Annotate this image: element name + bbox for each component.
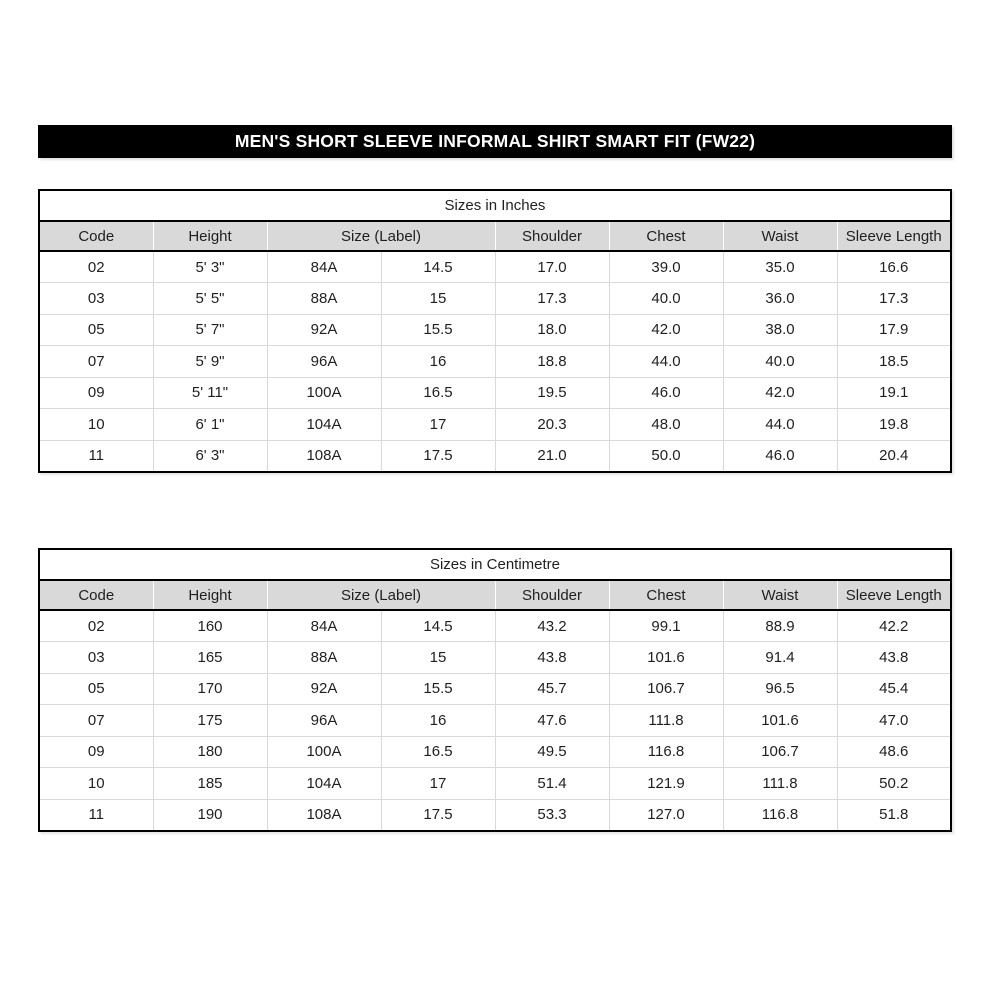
table-cell: 16	[381, 705, 495, 737]
table-cell: 19.5	[495, 377, 609, 409]
table-cell: 5' 7"	[153, 314, 267, 346]
table-cell: 18.8	[495, 346, 609, 378]
table-cell: 185	[153, 768, 267, 800]
table-row	[39, 768, 951, 800]
table-cell: 40.0	[723, 346, 837, 378]
column-header-sleeve-length: Sleeve Length	[837, 580, 951, 610]
table-cell: 5' 3"	[153, 251, 267, 283]
table-cell: 15	[381, 283, 495, 315]
table-row	[39, 314, 951, 346]
table-cell: 44.0	[609, 346, 723, 378]
table-cell: 50.2	[837, 768, 951, 800]
table-cell: 104A	[267, 768, 381, 800]
table-cell: 18.5	[837, 346, 951, 378]
table-cell: 6' 3"	[153, 440, 267, 472]
table-cell: 99.1	[609, 610, 723, 642]
column-header-chest: Chest	[609, 221, 723, 251]
column-header-waist: Waist	[723, 580, 837, 610]
table-cell: 100A	[267, 377, 381, 409]
table-cell: 19.8	[837, 409, 951, 441]
table-cell: 17.5	[381, 799, 495, 831]
table-cell: 17.0	[495, 251, 609, 283]
table-cell: 96.5	[723, 673, 837, 705]
table-cell: 5' 5"	[153, 283, 267, 315]
table-cell: 53.3	[495, 799, 609, 831]
table-cell: 42.2	[837, 610, 951, 642]
table-cell: 02	[39, 251, 153, 283]
table-row	[39, 642, 951, 674]
table-cell: 20.4	[879, 447, 909, 464]
column-header-height: Height	[153, 580, 267, 610]
table-row	[39, 673, 951, 705]
column-header-shoulder: Shoulder	[495, 221, 609, 251]
table-cell: 46.0	[609, 377, 723, 409]
column-header-chest: Chest	[609, 580, 723, 610]
table-cell: 96A	[267, 346, 381, 378]
table-cell: 92A	[267, 673, 381, 705]
table-cell: 190	[153, 799, 267, 831]
chart-title-bar: MEN'S SHORT SLEEVE INFORMAL SHIRT SMART FIT (FW22)	[38, 125, 952, 158]
table-cell: 48.6	[837, 736, 951, 768]
table-title-row	[39, 549, 951, 580]
table-cell: 05	[39, 314, 153, 346]
table-cell: 11	[39, 440, 153, 472]
table-cell: 106.7	[609, 673, 723, 705]
table-cell: 116.8	[609, 736, 723, 768]
column-header-waist: Waist	[723, 221, 837, 251]
table-cell: 116.8	[723, 799, 837, 831]
table-cell: 165	[153, 642, 267, 674]
table-cell: 180	[153, 736, 267, 768]
table-cell: 47.0	[837, 705, 951, 737]
table-cell: 16.5	[381, 377, 495, 409]
table-cell: 07	[39, 705, 153, 737]
table-cell: 101.6	[723, 705, 837, 737]
column-header-row	[39, 580, 951, 610]
table-cell: 100A	[267, 736, 381, 768]
table-cell: 36.0	[723, 283, 837, 315]
table-cell: 92A	[267, 314, 381, 346]
table-cell: 15.5	[381, 673, 495, 705]
table-row	[39, 346, 951, 378]
table-cell: 43.8	[495, 642, 609, 674]
table-cell: 07	[39, 346, 153, 378]
table-cell: 96A	[267, 705, 381, 737]
table-cell: 111.8	[609, 705, 723, 737]
table-row	[39, 705, 951, 737]
table-title-inches: Sizes in Inches	[39, 190, 951, 221]
table-cell: 17	[381, 768, 495, 800]
table-cell: 15	[381, 642, 495, 674]
inches-table-body	[39, 251, 951, 472]
table-cell: 09	[39, 377, 153, 409]
table-cell: 17.3	[495, 283, 609, 315]
table-cell: 6' 1"	[153, 409, 267, 441]
table-row	[39, 377, 951, 409]
table-cell: 104A	[267, 409, 381, 441]
column-header-sleeve-length: Sleeve Length	[837, 221, 951, 251]
table-cell: 111.8	[723, 768, 837, 800]
table-row	[39, 409, 951, 441]
table-row	[39, 440, 951, 472]
table-row	[39, 283, 951, 315]
table-cell: 16.6	[837, 251, 951, 283]
column-header-code: Code	[39, 221, 153, 251]
table-cell: 84A	[267, 251, 381, 283]
table-cell: 43.8	[837, 642, 951, 674]
table-cell: 5' 9"	[153, 346, 267, 378]
table-cell: 48.0	[609, 409, 723, 441]
table-title-centimetre: Sizes in Centimetre	[39, 549, 951, 580]
table-row	[39, 736, 951, 768]
column-header-size-label: Size (Label)	[267, 580, 495, 610]
table-cell: 39.0	[609, 251, 723, 283]
table-cell: 88A	[267, 283, 381, 315]
table-cell: 17.9	[837, 314, 951, 346]
table-cell: 50.0	[609, 440, 723, 472]
table-cell: 42.0	[609, 314, 723, 346]
table-cell: 45.4	[837, 673, 951, 705]
table-row	[39, 251, 951, 283]
table-cell: 16	[381, 346, 495, 378]
sizes-table-centimetre	[38, 548, 952, 832]
table-cell: 18.0	[495, 314, 609, 346]
table-cell: 17.3	[837, 283, 951, 315]
table-cell: 108A	[267, 799, 381, 831]
table-row	[39, 799, 951, 831]
table-cell: 91.4	[723, 642, 837, 674]
table-cell: 21.0	[495, 440, 609, 472]
table-cell: 51.8	[879, 806, 909, 823]
table-cell: 108A	[267, 440, 381, 472]
table-cell: 10	[39, 409, 153, 441]
table-cell: 49.5	[495, 736, 609, 768]
table-title-row	[39, 190, 951, 221]
table-cell: 02	[39, 610, 153, 642]
table-cell: 51.4	[495, 768, 609, 800]
table-cell: 106.7	[723, 736, 837, 768]
table-cell: 38.0	[723, 314, 837, 346]
table-cell: 16.5	[381, 736, 495, 768]
column-header-size-label: Size (Label)	[267, 221, 495, 251]
table-cell: 88.9	[723, 610, 837, 642]
table-cell: 46.0	[723, 440, 837, 472]
table-cell: 101.6	[609, 642, 723, 674]
table-cell: 40.0	[609, 283, 723, 315]
table-cell: 175	[153, 705, 267, 737]
table-cell: 14.5	[381, 610, 495, 642]
table-cell: 5' 11"	[153, 377, 267, 409]
table-cell: 44.0	[723, 409, 837, 441]
table-cell: 127.0	[609, 799, 723, 831]
column-header-row	[39, 221, 951, 251]
table-cell: 10	[39, 768, 153, 800]
table-cell: 03	[39, 283, 153, 315]
table-cell: 14.5	[381, 251, 495, 283]
table-cell: 170	[153, 673, 267, 705]
table-cell: 20.3	[495, 409, 609, 441]
table-cell: 35.0	[723, 251, 837, 283]
table-cell: 42.0	[723, 377, 837, 409]
table-row	[39, 610, 951, 642]
column-header-shoulder: Shoulder	[495, 580, 609, 610]
table-cell: 17.5	[381, 440, 495, 472]
table-cell: 160	[153, 610, 267, 642]
sizes-table-inches	[38, 189, 952, 473]
table-cell: 09	[39, 736, 153, 768]
centimetre-table-body	[39, 610, 951, 831]
column-header-code: Code	[39, 580, 153, 610]
table-cell: 121.9	[609, 768, 723, 800]
table-cell: 84A	[267, 610, 381, 642]
table-cell: 03	[39, 642, 153, 674]
table-cell: 11	[39, 799, 153, 831]
column-header-height: Height	[153, 221, 267, 251]
table-cell: 43.2	[495, 610, 609, 642]
table-cell: 19.1	[837, 377, 951, 409]
table-cell: 17	[381, 409, 495, 441]
table-cell: 15.5	[381, 314, 495, 346]
table-cell: 47.6	[495, 705, 609, 737]
table-cell: 45.7	[495, 673, 609, 705]
table-cell: 05	[39, 673, 153, 705]
table-cell: 88A	[267, 642, 381, 674]
